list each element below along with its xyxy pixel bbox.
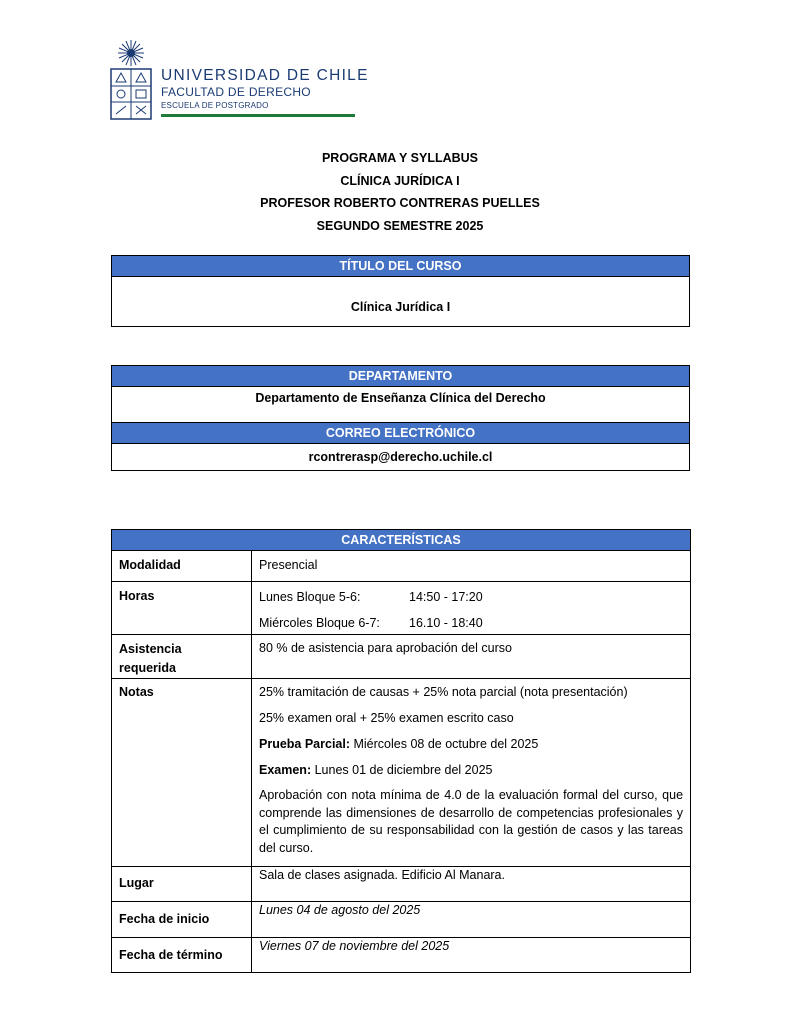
asistencia-value: 80 % de asistencia para aprobación del curso — [252, 635, 691, 679]
heading-line-4: SEGUNDO SEMESTRE 2025 — [316, 218, 484, 233]
modalidad-row — [112, 551, 691, 582]
notas-approval: Aprobación con nota mínima de 4.0 de la evaluación formal del curso, que comprende las dimensiones de desarrollo de competencias profesionales y el cumplimiento de su responsabilidad con la gestión de casos y las tareas del curso. — [259, 788, 684, 855]
course-title-value: Clínica Jurídica I — [350, 300, 451, 314]
lugar-label: Lugar — [112, 867, 252, 902]
horas-row1-day: Lunes Bloque 5-6: — [259, 590, 361, 604]
document-heading — [0, 147, 800, 237]
horas-row1-time: 14:50 - 17:20 — [409, 590, 483, 604]
lugar-value: Sala de clases asignada. Edificio Al Manara. — [252, 867, 691, 902]
fecha-termino-row — [112, 938, 691, 973]
email-value: rcontrerasp@derecho.uchile.cl — [308, 450, 493, 464]
university-logo — [110, 38, 369, 122]
examen-label: Examen: — [259, 763, 312, 777]
university-crest-icon — [110, 38, 160, 122]
horas-row2-day: Miércoles Bloque 6-7: — [259, 616, 380, 630]
horas-row — [112, 582, 691, 635]
parcial-value: Miércoles 08 de octubre del 2025 — [350, 737, 539, 751]
course-title-box — [111, 255, 690, 327]
asistencia-label-line1: Asistencia — [119, 642, 182, 656]
notas-line1: 25% tramitación de causas + 25% nota parcial (nota presentación) — [259, 685, 628, 699]
fecha-termino-label: Fecha de término — [112, 938, 252, 973]
heading-line-3: PROFESOR ROBERTO CONTRERAS PUELLES — [260, 196, 540, 210]
characteristics-header-row — [112, 530, 691, 551]
modalidad-value: Presencial — [252, 551, 691, 582]
heading-line-2: CLÍNICA JURÍDICA I — [340, 173, 460, 188]
email-header: CORREO ELECTRÓNICO — [112, 423, 689, 444]
parcial-label: Prueba Parcial: — [259, 737, 351, 751]
notas-parcial — [259, 736, 683, 752]
faculty-name: FACULTAD DE DERECHO — [161, 85, 311, 99]
horas-row2-time: 16.10 - 18:40 — [409, 616, 483, 630]
school-name: ESCUELA DE POSTGRADO — [161, 101, 269, 110]
notas-examen — [259, 762, 683, 778]
characteristics-table — [111, 529, 691, 973]
characteristics-header: CARACTERÍSTICAS — [112, 530, 691, 551]
lugar-row — [112, 867, 691, 902]
notas-line2: 25% examen oral + 25% examen escrito caso — [259, 711, 514, 725]
department-box — [111, 365, 690, 471]
fecha-inicio-value — [252, 902, 691, 938]
fecha-termino-text: Viernes 07 de noviembre del 2025 — [259, 939, 450, 953]
horas-label: Horas — [112, 582, 252, 635]
logo-underline — [161, 114, 355, 117]
notas-label: Notas — [112, 679, 252, 867]
modalidad-label: Modalidad — [112, 551, 252, 582]
department-value: Departamento de Enseñanza Clínica del Derecho — [112, 387, 689, 423]
fecha-inicio-label: Fecha de inicio — [112, 902, 252, 938]
notas-value — [252, 679, 691, 867]
fecha-inicio-row — [112, 902, 691, 938]
horas-value — [252, 582, 691, 635]
asistencia-label-line2: requerida — [119, 661, 176, 675]
asistencia-label — [112, 635, 252, 679]
asistencia-row — [112, 635, 691, 679]
fecha-termino-value — [252, 938, 691, 973]
course-title-header: TÍTULO DEL CURSO — [112, 256, 689, 277]
department-header: DEPARTAMENTO — [112, 366, 689, 387]
examen-value: Lunes 01 de diciembre del 2025 — [311, 763, 493, 777]
heading-line-1: PROGRAMA Y SYLLABUS — [321, 151, 479, 165]
university-name: UNIVERSIDAD DE CHILE — [161, 67, 369, 84]
notas-row — [112, 679, 691, 867]
fecha-inicio-text: Lunes 04 de agosto del 2025 — [259, 903, 421, 917]
